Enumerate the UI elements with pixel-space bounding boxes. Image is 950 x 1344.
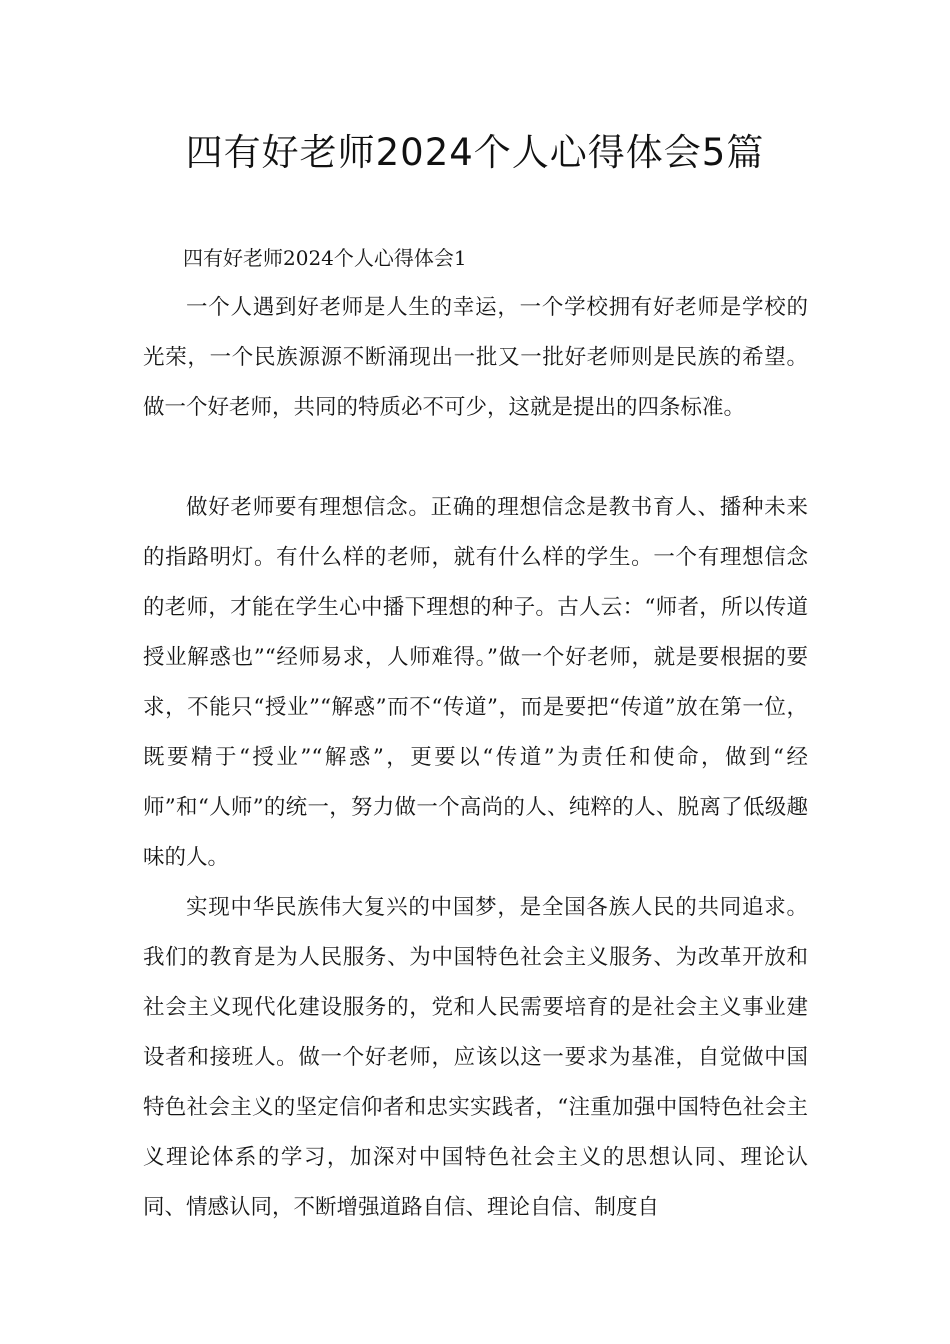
paragraph-ideals: 做好老师要有理想信念。正确的理想信念是教书育人、播种未来的指路明灯。有什么样的老师，就有什么样的学生。一个有理想信念的老师，才能在学生心中播下理想的种子。古人云：“师者，所以传道授业解惑也”“经师易求，人师难得。”做一个好老师，就是要根据的要求，不能只“授业”“解惑”而不“传道”，而是要把“传道”放在第一位，既要精于“授业”“解惑”，更要以“传道”为责任和使命，做到“经师”和“人师”的统一，努力做一个高尚的人、纯粹的人、脱离了低级趣味的人。 (143, 495, 808, 870)
section-subheading: 四有好老师2024个人心得体会1 (183, 246, 467, 270)
paragraph-china-dream: 实现中华民族伟大复兴的中国梦，是全国各族人民的共同追求。我们的教育是为人民服务、为中国特色社会主义服务、为改革开放和社会主义现代化建设服务的，党和人民需要培育的是社会主义事业建设者和接班人。做一个好老师，应该以这一要求为基准，自觉做中国特色社会主义的坚定信仰者和忠实实践者，“注重加强中国特色社会主义理论体系的学习，加深对中国特色社会主义的思想认同、理论认同、情感认同，不断增强道路自信、理论自信、制度自 (143, 895, 808, 1220)
document-body (143, 233, 808, 1233)
paragraph-gap (143, 433, 808, 483)
document-title: 四有好老师2024个人心得体会5篇 (185, 131, 765, 174)
paragraph-intro: 一个人遇到好老师是人生的幸运，一个学校拥有好老师是学校的光荣，一个民族源源不断涌现出一批又一批好老师则是民族的希望。做一个好老师，共同的特质必不可少，这就是提出的四条标准。 (143, 295, 808, 420)
